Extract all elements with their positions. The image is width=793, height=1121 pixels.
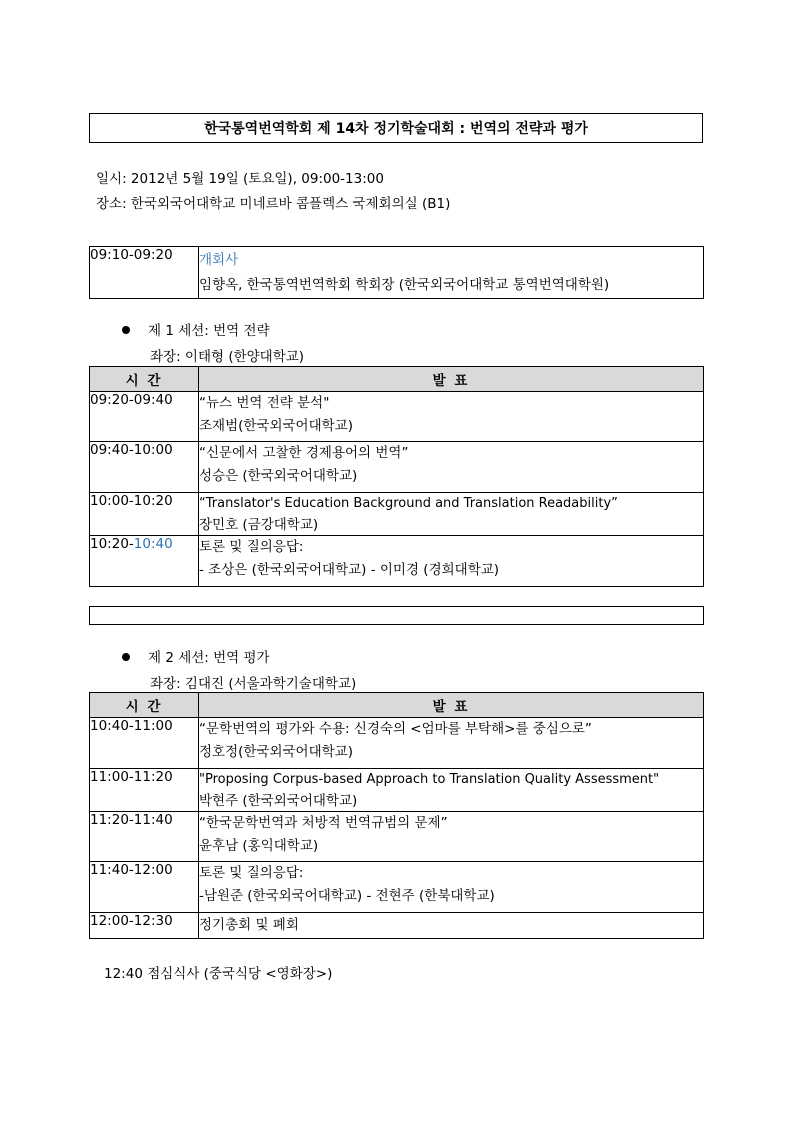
table-header-row [90,693,704,718]
presentation-title: “신문에서 고찰한 경제용어의 번역” [199,445,409,461]
row-presentation [199,718,704,769]
session2-heading-text: 제 2 세션: 번역 평가 [148,650,270,666]
opening-speaker: 임향옥, 한국통역번역학회 학회장 (한국외국어대학교 통역번역대학원) [199,277,610,293]
session1-table [89,366,704,587]
presentation-title: “Translator's Education Background and Translation Readability” [199,496,618,511]
separator-box [89,606,704,625]
row-time: 11:00-11:20 [90,769,199,812]
table-row [90,913,704,939]
col-header-time: 시 간 [90,693,199,718]
row-presentation [199,536,704,587]
row-time [90,536,199,587]
date-line: 일시: 2012년 5월 19일 (토요일), 09:00-13:00 [96,171,384,187]
discussion-title: 토론 및 질의응답: [199,865,304,881]
opening-time: 09:10-09:20 [90,247,199,299]
time-end: 10:40 [133,536,173,552]
opening-cell [199,247,704,299]
bullet-icon [122,653,130,661]
opening-table [89,246,704,299]
presentation-title: "Proposing Corpus-based Approach to Translation Quality Assessment" [199,772,660,787]
col-header-time: 시 간 [90,367,199,392]
row-time: 11:40-12:00 [90,862,199,913]
table-row [90,862,704,913]
discussants: - 조상은 (한국외국어대학교) - 이미경 (경희대학교) [199,562,500,578]
session1-heading [122,319,270,339]
lunch-line: 12:40 점심식사 (중국식당 <영화장>) [104,966,333,982]
row-time: 12:00-12:30 [90,913,199,939]
table-row [90,812,704,862]
table-row [90,247,704,299]
presenter: 윤후남 (홍익대학교) [199,838,319,854]
presentation-title: “문학번역의 평가와 수용: 신경숙의 <엄마를 부탁해>를 중심으로” [199,721,592,737]
row-time: 09:20-09:40 [90,392,199,442]
row-presentation [199,392,704,442]
session2-heading [122,646,270,666]
session2-table [89,692,704,939]
row-presentation [199,913,704,939]
table-header-row [90,367,704,392]
col-header-presentation: 발 표 [199,693,704,718]
row-presentation [199,812,704,862]
table-row [90,769,704,812]
table-row [90,493,704,536]
row-presentation [199,862,704,913]
presenter: 성승은 (한국외국어대학교) [199,468,358,484]
discussion-title: 토론 및 질의응답: [199,539,304,555]
session1-heading-text: 제 1 세션: 번역 전략 [148,323,270,339]
col-header-presentation: 발 표 [199,367,704,392]
presenter: 장민호 (금강대학교) [199,517,319,533]
table-row [90,392,704,442]
presenter: 박현주 (한국외국어대학교) [199,793,358,809]
row-presentation [199,769,704,812]
presentation-title: “한국문학번역과 처방적 번역규범의 문제” [199,815,448,831]
presentation-title: “뉴스 번역 전략 분석" [199,395,330,411]
presenter: 조재범(한국외국어대학교) [199,418,353,434]
row-time: 09:40-10:00 [90,442,199,493]
place-line: 장소: 한국외국어대학교 미네르바 콤플렉스 국제회의실 (B1) [96,196,451,212]
session2-chair: 좌장: 김대진 (서울과학기술대학교) [150,676,357,692]
row-time: 10:00-10:20 [90,493,199,536]
closing-title: 정기총회 및 폐회 [199,917,299,933]
opening-title: 개회사 [199,252,239,268]
presenter: 정호정(한국외국어대학교) [199,744,353,760]
session1-chair: 좌장: 이태형 (한양대학교) [150,349,305,365]
row-presentation [199,442,704,493]
row-time: 11:20-11:40 [90,812,199,862]
time-start: 10:20- [90,536,134,552]
conference-title-box [89,113,703,143]
table-row [90,442,704,493]
discussants: -남원준 (한국외국어대학교) - 전현주 (한북대학교) [199,888,495,904]
row-time: 10:40-11:00 [90,718,199,769]
table-row [90,536,704,587]
bullet-icon [122,326,130,334]
conference-title: 한국통역번역학회 제 14차 정기학술대회 : 번역의 전략과 평가 [204,121,588,137]
row-presentation [199,493,704,536]
table-row [90,718,704,769]
